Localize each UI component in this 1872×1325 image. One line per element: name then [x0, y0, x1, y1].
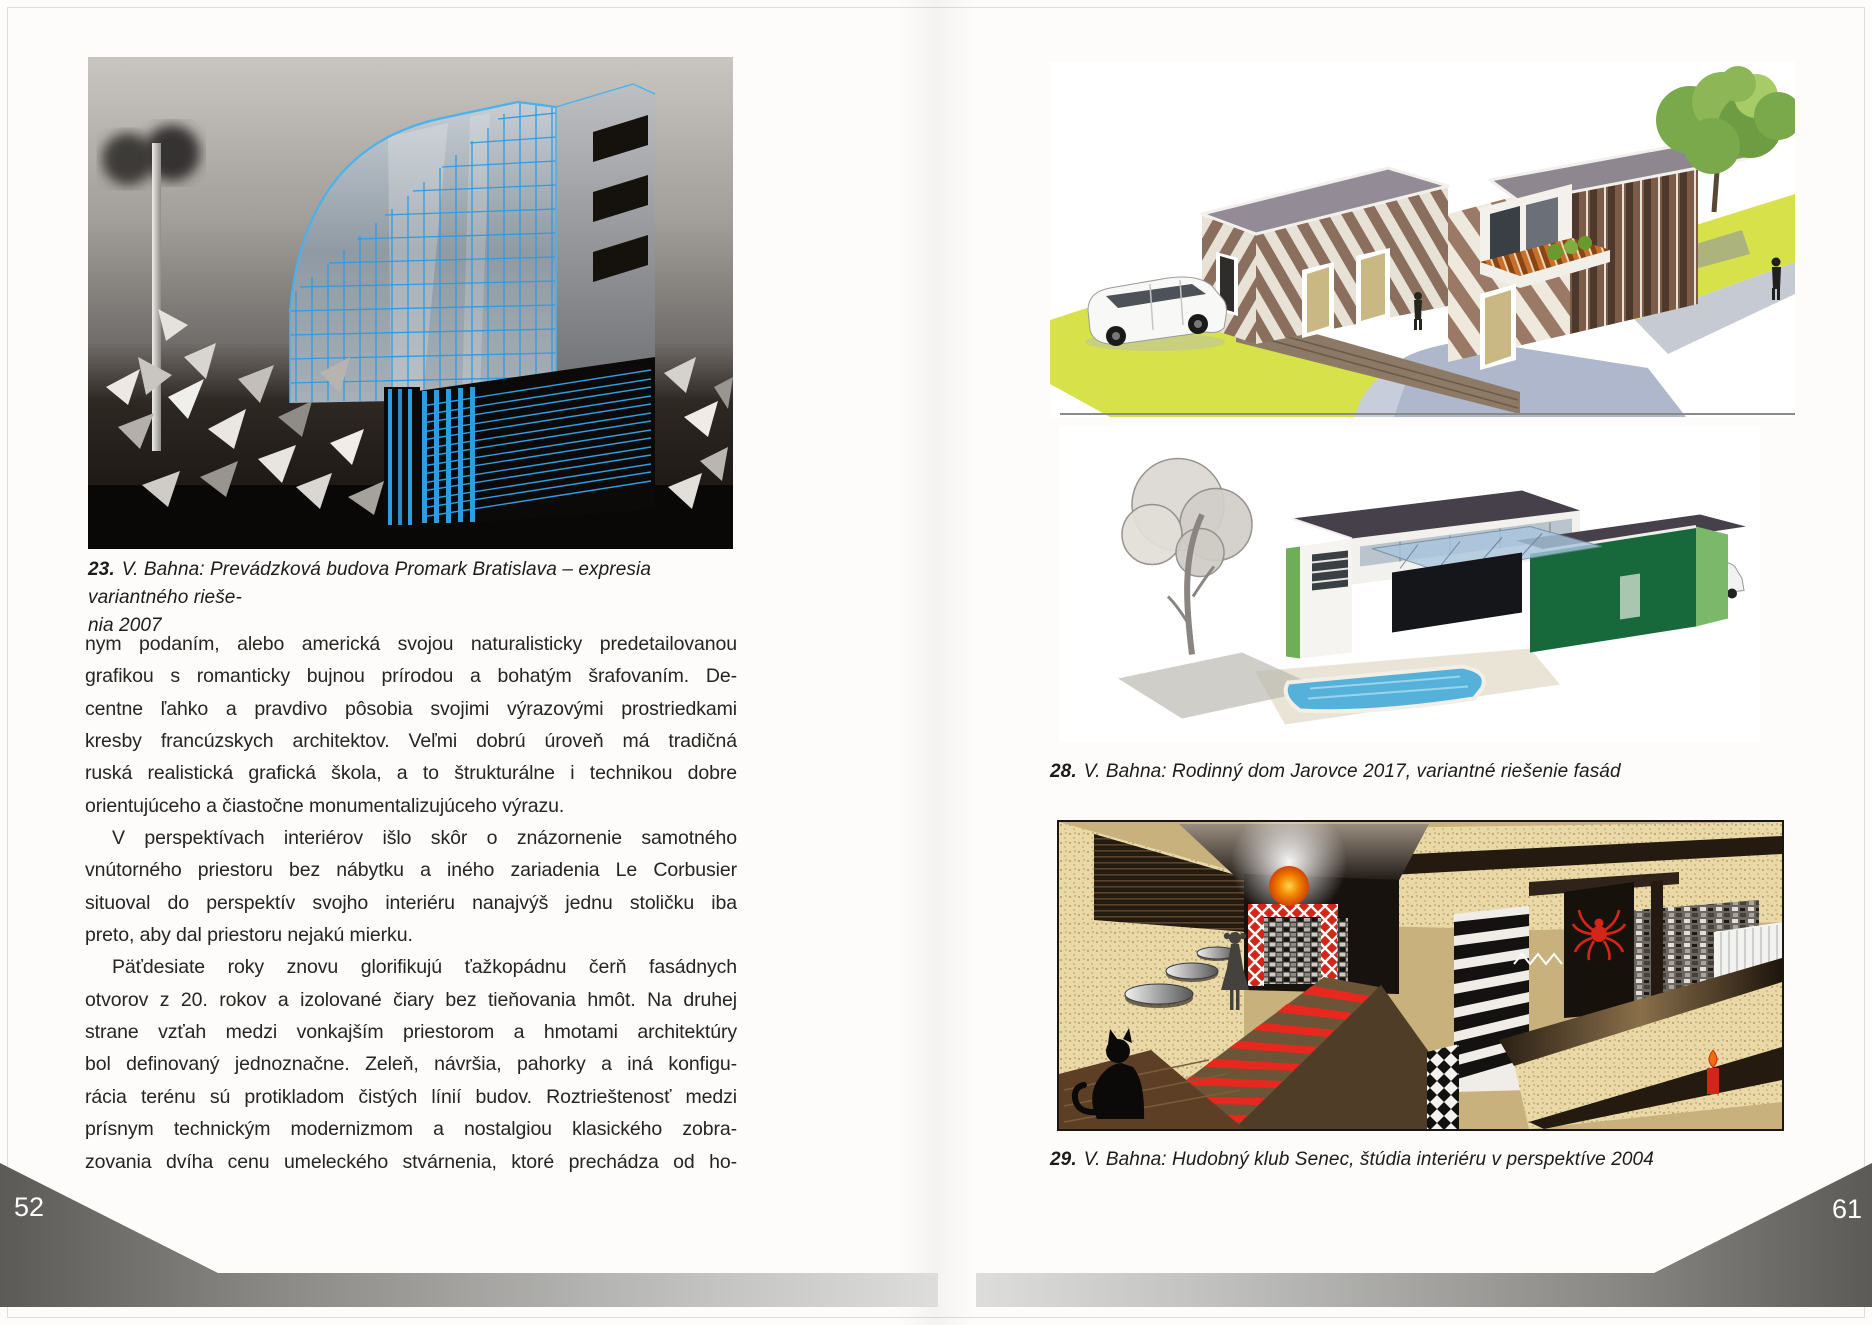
- spider-panel: [1564, 882, 1634, 1018]
- body-line: nym podaním, alebo americká svojou naturalisticky predetailovanou: [85, 633, 737, 655]
- body-line: rácia terénu sú protikladom čistých línií budov. Roztrieštenosť medzi: [85, 1085, 737, 1108]
- figure-number: 29.: [1050, 1149, 1077, 1170]
- page-gutter: [896, 0, 976, 1325]
- figure-number: 28.: [1050, 761, 1077, 782]
- body-line: otvorov z 20. rokov a izolované čiary bez tieňovania hmôt. Na druhej: [85, 988, 737, 1011]
- page-number-right: 61: [1831, 1194, 1862, 1224]
- checkered-pillar: [1427, 1044, 1459, 1129]
- figure-28-caption: [1050, 758, 1770, 786]
- figure-28-rendering-top: [1050, 62, 1795, 417]
- body-line: prísnym technickým modernizmom a nostalgiou klasického zobra-: [85, 1118, 737, 1141]
- figure-23-artwork: [88, 57, 733, 549]
- caption-text: V. Bahna: Rodinný dom Jarovce 2017, variantné riešenie fasád: [1083, 761, 1621, 782]
- body-line: preto, aby dal priestoru nejakú mierku.: [85, 924, 413, 947]
- caption-line: [1050, 758, 1770, 786]
- body-line: centne ľahko a pravdivo pôsobia svojimi výrazovými prostriedkami: [85, 697, 737, 720]
- body-line: grafikou s romanticky bujnou prírodou a bohatým šrafovaním. De-: [85, 665, 737, 688]
- body-line: kresby francúzskych architektov. Veľmi dobrú úroveň má tradičná: [85, 730, 737, 753]
- body-line: vnútorného priestoru bez nábytku a iného zariadenia Le Corbusier: [85, 859, 737, 882]
- figure-29-rendering: [1057, 820, 1784, 1131]
- body-line: Päťdesiate roky znovu glorifikujú ťažkopádnu čerň fasádnych: [112, 956, 737, 979]
- right-ribbon: [976, 1163, 1872, 1307]
- caption-line: nia 2007: [88, 615, 162, 636]
- caption-line: [88, 556, 743, 612]
- figure-28-rendering-bottom: [1060, 425, 1760, 743]
- body-line: ruská realistická grafická škola, a to štrukturálne i technikou dobre: [85, 762, 737, 785]
- figure-number: 23.: [88, 559, 115, 580]
- body-line: V perspektívach interiérov išlo skôr o znázornenie samotného: [112, 827, 737, 850]
- left-ribbon: [0, 1163, 938, 1307]
- body-line: orientujúceho a čiastočne monumentalizujúceho výrazu.: [85, 794, 565, 817]
- bottom-ribbons: [0, 1160, 1872, 1310]
- sun-lamp: [1269, 866, 1309, 906]
- body-line: situoval do perspektív svojho interiéru nanajvýš jednu stoličku iba: [85, 891, 737, 914]
- caption-text: V. Bahna: Prevádzková budova Promark Bratislava – expresia variantného rieše-: [88, 559, 651, 608]
- body-line: zovania dvíha cenu umeleckého stvárnenia, ktoré prechádza od ho-: [85, 1150, 737, 1173]
- body-line: strane vzťah medzi vonkajším priestorom a hmotami architektúry: [85, 1021, 737, 1044]
- body-line: bol definovaný jednoznačne. Zeleň, návršia, pahorky a iná konfigu-: [85, 1053, 737, 1076]
- caption-text: V. Bahna: Hudobný klub Senec, štúdia interiéru v perspektíve 2004: [1083, 1149, 1654, 1170]
- page-number-left: 52: [14, 1192, 45, 1222]
- body-text: [85, 628, 737, 1178]
